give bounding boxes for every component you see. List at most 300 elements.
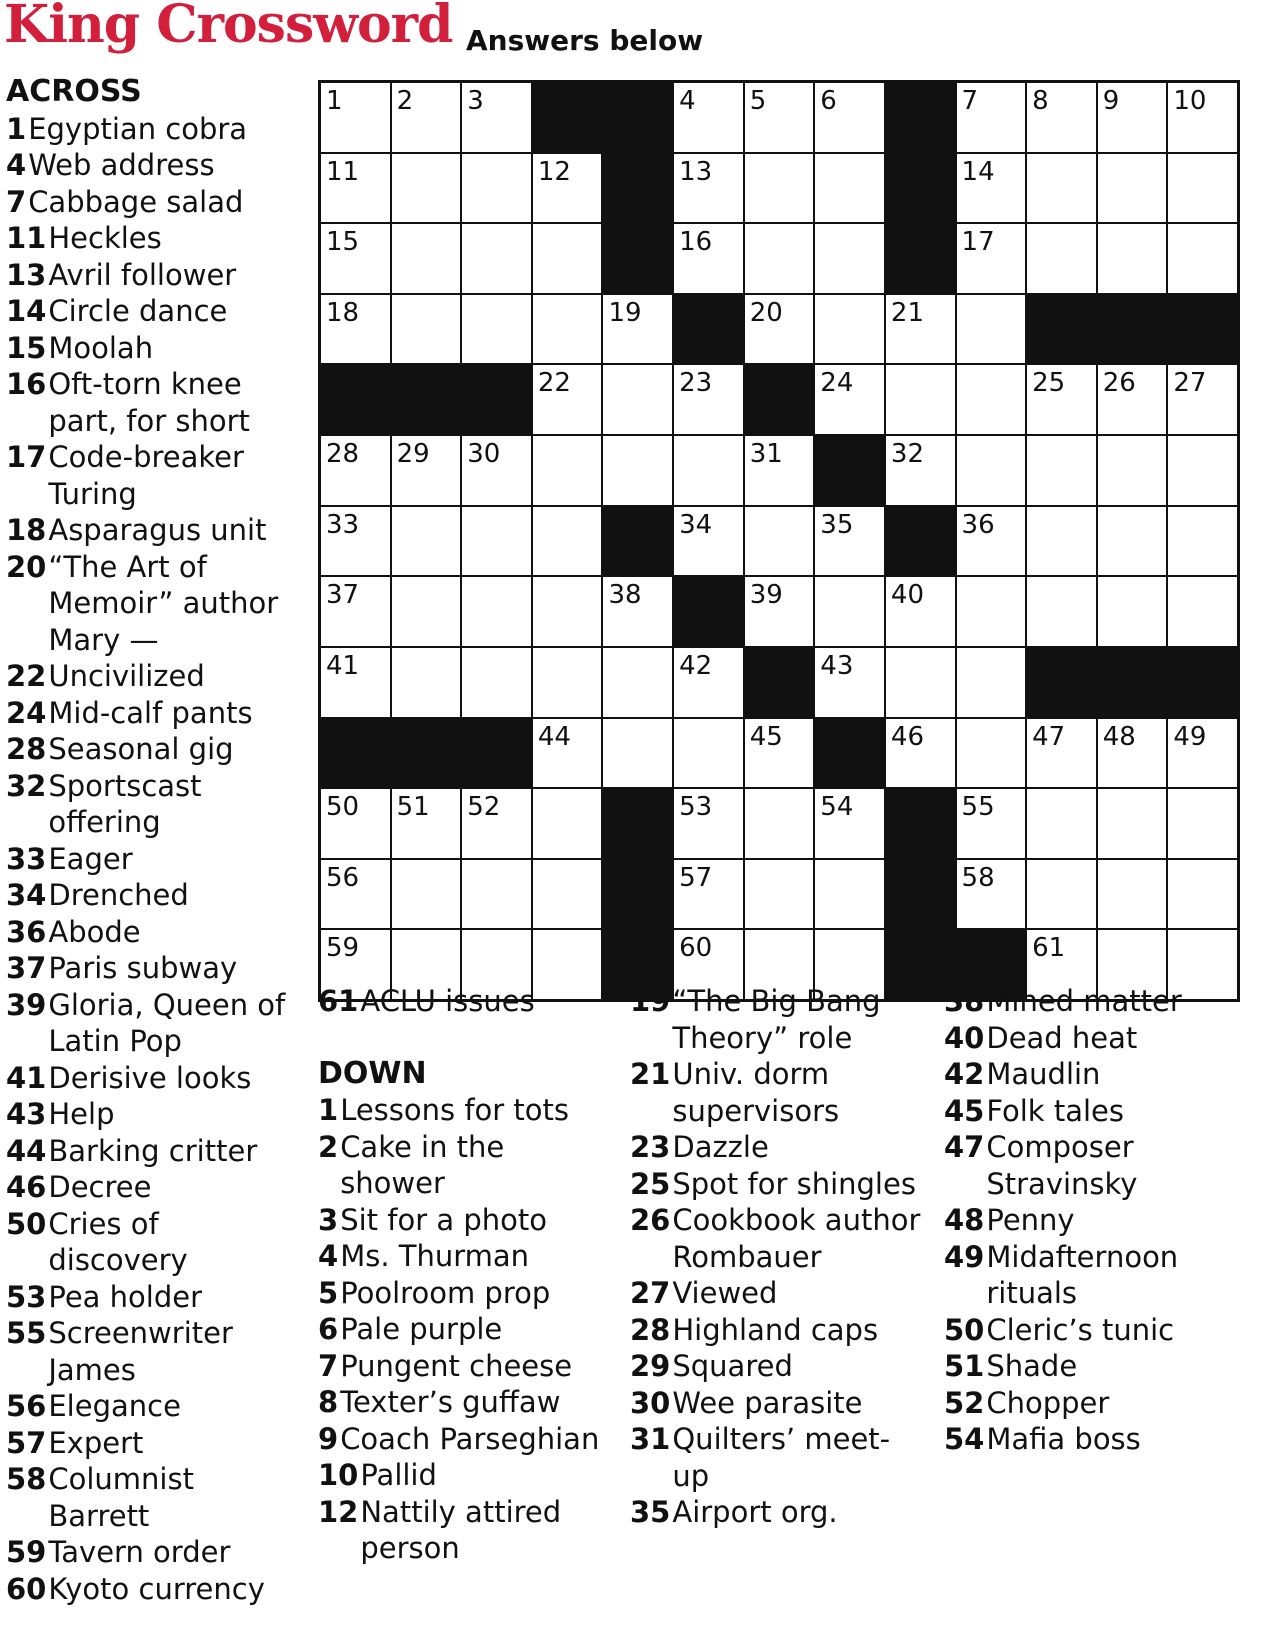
clue-text: Eager [48, 841, 133, 876]
grid-block [815, 436, 884, 505]
clue-number: 49 [944, 1239, 985, 1274]
clue-number: 28 [6, 732, 47, 766]
grid-cell[interactable] [321, 295, 390, 364]
cell-number: 16 [679, 227, 713, 258]
clue-text: Univ. dorm supervisors [672, 1057, 840, 1128]
grid-cell[interactable] [674, 365, 743, 434]
cell-number: 39 [749, 580, 783, 611]
grid-cell[interactable] [321, 224, 390, 293]
grid-cell[interactable] [1027, 860, 1096, 929]
grid-cell[interactable] [321, 577, 390, 646]
grid-cell[interactable] [1098, 224, 1167, 293]
grid-cell[interactable] [815, 154, 884, 223]
grid-cell[interactable] [533, 295, 602, 364]
clue-text: Moolah [48, 330, 154, 365]
grid-cell[interactable] [533, 507, 602, 576]
clue-item [6, 1279, 288, 1316]
grid-cell[interactable] [745, 577, 814, 646]
grid-block [1168, 648, 1237, 717]
clue-number: 45 [944, 1093, 985, 1128]
grid-block [674, 295, 743, 364]
clue-text: Pale purple [340, 1312, 503, 1346]
cell-number: 20 [749, 297, 783, 328]
cell-number: 19 [608, 297, 642, 328]
cell-number: 48 [1102, 721, 1136, 752]
clue-number: 39 [6, 987, 47, 1022]
grid-cell[interactable] [957, 154, 1026, 223]
grid-cell[interactable] [745, 83, 814, 152]
clue-text: Cake in the shower [340, 1129, 505, 1200]
clue-number: 55 [6, 1316, 47, 1350]
clue-number: 7 [318, 1348, 339, 1383]
clue-text: Airport org. [672, 1495, 838, 1529]
clue-item [630, 1202, 926, 1275]
grid-cell[interactable] [886, 436, 955, 505]
grid-cell[interactable] [745, 507, 814, 576]
clue-item [6, 366, 288, 439]
cell-number: 44 [537, 721, 571, 752]
cell-number: 42 [679, 650, 713, 681]
clue-item [6, 111, 288, 148]
grid-cell[interactable] [462, 507, 531, 576]
grid-cell[interactable] [745, 436, 814, 505]
grid-cell[interactable] [321, 648, 390, 717]
grid-cell[interactable] [533, 224, 602, 293]
grid-cell[interactable] [957, 507, 1026, 576]
clue-number: 18 [6, 513, 47, 547]
grid-cell[interactable] [815, 295, 884, 364]
clue-number: 13 [6, 257, 47, 292]
grid-cell[interactable] [392, 507, 461, 576]
grid-block [674, 577, 743, 646]
grid-cell[interactable] [392, 648, 461, 717]
cell-number: 41 [326, 650, 360, 681]
cell-number: 29 [396, 439, 430, 470]
grid-cell[interactable] [957, 365, 1026, 434]
grid-cell[interactable] [745, 789, 814, 858]
clue-text: Wee parasite [672, 1385, 863, 1420]
grid-cell[interactable] [1168, 789, 1237, 858]
clue-number: 46 [6, 1170, 47, 1204]
clue-item [630, 1348, 926, 1385]
grid-cell[interactable] [674, 224, 743, 293]
across-clues-column [6, 74, 288, 1607]
grid-cell[interactable] [533, 719, 602, 788]
grid-cell[interactable] [1027, 577, 1096, 646]
clue-item [6, 695, 288, 732]
clue-item [318, 1092, 618, 1129]
grid-cell[interactable] [533, 648, 602, 717]
clue-number: 2 [318, 1129, 339, 1164]
clue-text: Dead heat [986, 1020, 1138, 1055]
grid-cell[interactable] [392, 577, 461, 646]
grid-cell[interactable] [745, 860, 814, 929]
grid-cell[interactable] [1027, 224, 1096, 293]
grid-block [886, 507, 955, 576]
clue-item [6, 841, 288, 878]
clue-item [6, 1388, 288, 1425]
clue-text: Uncivilized [48, 659, 205, 693]
cell-number: 21 [890, 297, 925, 328]
clue-number: 48 [944, 1203, 985, 1237]
clue-number: 50 [6, 1206, 47, 1241]
clue-text: Poolroom prop [340, 1275, 551, 1310]
clue-text: Shade [986, 1349, 1078, 1383]
grid-cell[interactable] [886, 719, 955, 788]
clue-number: 44 [6, 1133, 47, 1168]
grid-cell[interactable] [957, 436, 1026, 505]
grid-cell[interactable] [957, 295, 1026, 364]
clue-item [6, 147, 288, 184]
clue-item [944, 1202, 1234, 1239]
grid-cell[interactable] [674, 507, 743, 576]
grid-cell[interactable] [815, 577, 884, 646]
clue-text: Paris subway [48, 951, 238, 985]
clue-text: Quilters’ meet-up [672, 1422, 891, 1493]
clue-number: 52 [944, 1385, 985, 1420]
clue-text: Cleric’s tunic [986, 1312, 1175, 1347]
grid-cell[interactable] [603, 436, 672, 505]
grid-cell[interactable] [745, 295, 814, 364]
clue-number: 60 [6, 1571, 47, 1606]
grid-block [745, 648, 814, 717]
clue-number: 17 [6, 440, 47, 474]
clue-item [6, 987, 288, 1060]
cell-number: 17 [961, 227, 995, 258]
grid-cell[interactable] [1168, 860, 1237, 929]
cell-number: 49 [1173, 721, 1207, 752]
clue-item [318, 1238, 618, 1275]
clue-text: Coach Parseghian [340, 1421, 600, 1456]
clue-text: Mid-calf pants [48, 695, 253, 730]
grid-cell[interactable] [1168, 577, 1237, 646]
grid-cell[interactable] [321, 83, 390, 152]
clue-item [944, 1385, 1234, 1422]
cell-number: 11 [326, 156, 360, 187]
answers-note: Answers below [466, 24, 704, 57]
grid-block [603, 860, 672, 929]
cell-number: 24 [820, 368, 854, 399]
clue-item [944, 1129, 1234, 1202]
clue-text: Seasonal gig [48, 732, 234, 766]
grid-cell[interactable] [462, 648, 531, 717]
clue-number: 35 [630, 1495, 671, 1529]
clue-number: 30 [630, 1385, 671, 1420]
grid-cell[interactable] [1027, 719, 1096, 788]
clue-text: Expert [48, 1425, 144, 1460]
grid-cell[interactable] [957, 789, 1026, 858]
grid-cell[interactable] [1168, 224, 1237, 293]
clue-number: 15 [6, 330, 47, 365]
grid-cell[interactable] [321, 436, 390, 505]
cell-number: 25 [1032, 368, 1066, 399]
grid-cell[interactable] [886, 648, 955, 717]
cell-number: 8 [1032, 86, 1049, 116]
grid-cell[interactable] [1027, 436, 1096, 505]
grid-cell[interactable] [1098, 789, 1167, 858]
clue-item [6, 549, 288, 659]
cell-number: 45 [749, 721, 783, 752]
grid-cell[interactable] [674, 436, 743, 505]
grid-cell[interactable] [533, 577, 602, 646]
clue-text: Dazzle [672, 1130, 769, 1164]
grid-cell[interactable] [533, 154, 602, 223]
clue-number: 1 [318, 1093, 339, 1127]
grid-cell[interactable] [603, 295, 672, 364]
clue-text: “The Big Bang Theory” role [672, 984, 881, 1055]
grid-cell[interactable] [815, 789, 884, 858]
grid-cell[interactable] [957, 719, 1026, 788]
grid-cell[interactable] [321, 789, 390, 858]
clue-item [630, 1385, 926, 1422]
clue-text: Columnist Barrett [48, 1462, 194, 1533]
grid-block [603, 507, 672, 576]
cell-number: 58 [961, 862, 995, 893]
grid-block [886, 224, 955, 293]
grid-cell[interactable] [603, 648, 672, 717]
grid-block [1027, 295, 1096, 364]
cell-number: 59 [326, 933, 360, 964]
grid-block [603, 789, 672, 858]
grid-cell[interactable] [392, 789, 461, 858]
clue-number: 54 [944, 1422, 985, 1456]
clue-text: Folk tales [986, 1093, 1124, 1128]
clue-number: 31 [630, 1422, 671, 1456]
clue-number: 11 [6, 221, 47, 255]
clue-number: 43 [6, 1097, 47, 1131]
grid-cell[interactable] [603, 365, 672, 434]
grid-cell[interactable] [815, 648, 884, 717]
clue-text: Highland caps [672, 1312, 879, 1347]
grid-cell[interactable] [1098, 436, 1167, 505]
grid-cell[interactable] [533, 365, 602, 434]
clue-text: Drenched [48, 878, 189, 912]
clue-text: Cookbook author Rombauer [672, 1203, 921, 1274]
clue-text: Code-breaker Turing [48, 440, 244, 511]
clue-item [630, 1494, 926, 1531]
clue-item [6, 877, 288, 914]
clue-text: Egyptian cobra [28, 111, 248, 146]
grid-block [1098, 648, 1167, 717]
grid-block [603, 83, 672, 152]
grid-cell[interactable] [1027, 507, 1096, 576]
clue-text: Screenwriter James [48, 1316, 233, 1387]
cell-number: 40 [890, 580, 925, 611]
clue-number: 1 [6, 111, 27, 146]
grid-cell[interactable] [462, 577, 531, 646]
grid-block [1168, 295, 1237, 364]
clue-number: 40 [944, 1020, 985, 1055]
clue-text: ACLU issues [360, 984, 535, 1018]
clue-number: 58 [6, 1462, 47, 1496]
grid-cell[interactable] [1168, 154, 1237, 223]
clue-text: Asparagus unit [48, 513, 267, 547]
cell-number: 50 [326, 792, 360, 823]
grid-cell[interactable] [815, 83, 884, 152]
cell-number: 56 [326, 862, 360, 893]
grid-cell[interactable] [957, 860, 1026, 929]
clue-item [944, 1421, 1234, 1458]
clue-number: 26 [630, 1203, 671, 1237]
clue-text: Derisive looks [48, 1060, 252, 1095]
clue-item [6, 330, 288, 367]
clue-number: 38 [944, 984, 985, 1018]
cell-number: 5 [749, 86, 767, 116]
cell-number: 37 [326, 580, 360, 611]
grid-cell[interactable] [886, 295, 955, 364]
grid-cell[interactable] [674, 83, 743, 152]
grid-cell[interactable] [745, 154, 814, 223]
grid-cell[interactable] [1168, 719, 1237, 788]
clues-column-2 [318, 983, 618, 1567]
cell-number: 4 [679, 86, 696, 116]
cell-number: 57 [679, 862, 713, 893]
clue-number: 50 [944, 1312, 985, 1347]
grid-cell[interactable] [1168, 507, 1237, 576]
clue-text: Squared [672, 1349, 793, 1383]
grid-cell[interactable] [392, 295, 461, 364]
grid-cell[interactable] [1098, 507, 1167, 576]
grid-cell[interactable] [533, 860, 602, 929]
grid-cell[interactable] [1168, 83, 1237, 152]
clue-item [6, 914, 288, 951]
cell-number: 53 [679, 792, 713, 823]
clue-number: 16 [6, 367, 47, 401]
clue-item [944, 1239, 1234, 1312]
grid-cell[interactable] [674, 154, 743, 223]
clue-number: 22 [6, 659, 47, 693]
grid-cell[interactable] [1027, 789, 1096, 858]
grid-cell[interactable] [392, 860, 461, 929]
clue-item [6, 1133, 288, 1170]
grid-cell[interactable] [603, 577, 672, 646]
grid-cell[interactable] [462, 83, 531, 152]
clue-text: Cabbage salad [28, 184, 244, 219]
grid-cell[interactable] [321, 860, 390, 929]
grid-cell[interactable] [815, 507, 884, 576]
clue-item [6, 1571, 288, 1608]
crossword-grid [318, 80, 1240, 1002]
grid-cell[interactable] [1168, 436, 1237, 505]
grid-cell[interactable] [1027, 154, 1096, 223]
grid-cell[interactable] [462, 789, 531, 858]
grid-cell[interactable] [957, 648, 1026, 717]
clue-item [6, 220, 288, 257]
clue-text: Web address [28, 148, 215, 182]
clue-text: Chopper [986, 1385, 1110, 1420]
clue-text: Pungent cheese [340, 1348, 573, 1383]
grid-cell[interactable] [1098, 365, 1167, 434]
grid-cell[interactable] [1098, 83, 1167, 152]
clue-text: Composer Stravinsky [986, 1130, 1138, 1201]
grid-cell[interactable] [462, 154, 531, 223]
grid-cell[interactable] [1098, 719, 1167, 788]
clue-text: Decree [48, 1170, 152, 1204]
grid-cell[interactable] [1098, 154, 1167, 223]
grid-cell[interactable] [1098, 860, 1167, 929]
grid-cell[interactable] [957, 224, 1026, 293]
clue-text: Kyoto currency [48, 1571, 265, 1606]
grid-cell[interactable] [745, 224, 814, 293]
grid-cell[interactable] [674, 789, 743, 858]
grid-cell[interactable] [815, 224, 884, 293]
cell-number: 43 [820, 650, 854, 681]
cell-number: 31 [749, 439, 783, 470]
cell-number: 13 [679, 156, 713, 187]
grid-cell[interactable] [886, 577, 955, 646]
clue-number: 10 [318, 1458, 359, 1492]
grid-cell[interactable] [1027, 83, 1096, 152]
clue-text: Ms. Thurman [340, 1239, 530, 1273]
clue-item [6, 1315, 288, 1388]
clue-number: 32 [6, 768, 47, 803]
grid-cell[interactable] [674, 648, 743, 717]
cell-number: 55 [961, 792, 995, 823]
cell-number: 51 [396, 792, 430, 823]
clue-item [6, 1169, 288, 1206]
grid-cell[interactable] [674, 719, 743, 788]
clue-text: Heckles [48, 221, 162, 255]
clue-number: 61 [318, 984, 359, 1018]
clue-text: Spot for shingles [672, 1166, 916, 1201]
grid-cell[interactable] [745, 719, 814, 788]
grid-cell[interactable] [1168, 365, 1237, 434]
clue-number: 47 [944, 1130, 985, 1164]
clue-number: 42 [944, 1057, 985, 1091]
clue-item [6, 950, 288, 987]
grid-cell[interactable] [603, 719, 672, 788]
clue-text: Sit for a photo [340, 1202, 547, 1237]
cell-number: 35 [820, 509, 854, 540]
grid-cell[interactable] [462, 295, 531, 364]
cell-number: 3 [467, 86, 484, 116]
clue-item [944, 1093, 1234, 1130]
across-heading: ACROSS [6, 74, 142, 109]
grid-cell[interactable] [462, 860, 531, 929]
grid-cell[interactable] [392, 224, 461, 293]
grid-cell[interactable] [674, 860, 743, 929]
clue-number: 51 [944, 1349, 985, 1383]
grid-block [321, 719, 390, 788]
clue-text: Pea holder [48, 1279, 202, 1314]
grid-block [392, 365, 461, 434]
grid-cell[interactable] [957, 83, 1026, 152]
grid-cell[interactable] [533, 436, 602, 505]
grid-cell[interactable] [1098, 577, 1167, 646]
down-heading: DOWN [318, 1055, 427, 1091]
grid-block [886, 154, 955, 223]
grid-cell[interactable] [957, 577, 1026, 646]
clue-item [6, 768, 288, 841]
grid-cell[interactable] [462, 224, 531, 293]
clue-item [6, 439, 288, 512]
grid-cell[interactable] [1027, 365, 1096, 434]
clue-item [630, 1129, 926, 1166]
grid-cell[interactable] [392, 83, 461, 152]
grid-cell[interactable] [321, 507, 390, 576]
grid-cell[interactable] [321, 154, 390, 223]
grid-cell[interactable] [533, 789, 602, 858]
grid-cell[interactable] [815, 365, 884, 434]
grid-cell[interactable] [392, 154, 461, 223]
cell-number: 36 [961, 509, 995, 540]
grid-cell[interactable] [815, 860, 884, 929]
grid-cell[interactable] [392, 436, 461, 505]
grid-cell[interactable] [886, 365, 955, 434]
grid-cell[interactable] [462, 436, 531, 505]
cell-number: 60 [679, 933, 713, 964]
clue-text: Elegance [48, 1389, 181, 1423]
